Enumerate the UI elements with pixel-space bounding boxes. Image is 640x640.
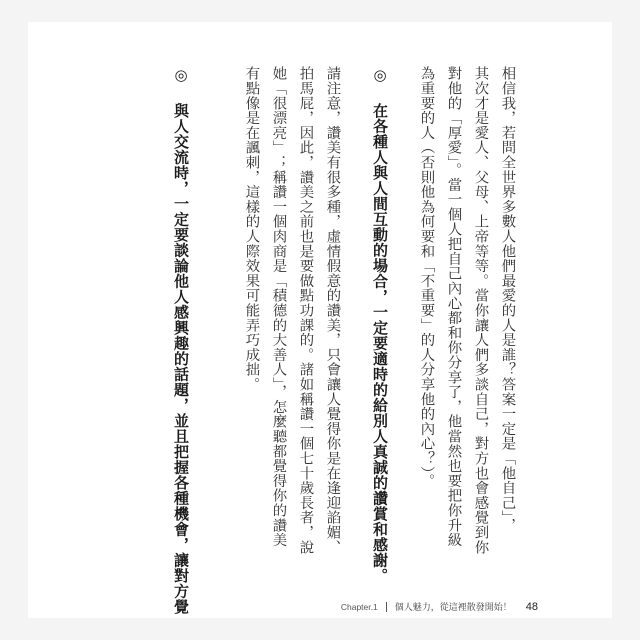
chapter-label: Chapter.1 (340, 601, 378, 612)
body-text-line: 對他的「厚愛」。當一個人把自己內心都和你分享了，他當然也要把你升級 (445, 66, 462, 548)
page-footer (341, 600, 538, 613)
section-body-line: 請注意，讚美有很多種，虛情假意的讚美，只會讓人覺得你是在逢迎諂媚、 (324, 66, 341, 555)
section-heading: ◎ 在各種人與人間互動的場合，一定要適時的給別人真誠的讚賞和感謝。 (371, 66, 389, 584)
body-text-line: 其次才是愛人、父母、上帝等等。當你讓人們多談自己，對方也會感覺到你 (472, 66, 489, 555)
section-body-line: 她「很漂亮」；稱讚一個肉商是「積德的大善人」，怎麼聽都覺得你的讚美 (270, 66, 287, 548)
book-page (28, 22, 612, 618)
section-body-line: 拍馬屁，因此，讚美之前也是要做點功課的。諸如稱讚一個七十歲長者，說 (297, 66, 314, 555)
section-heading: ◎ 與人交流時，一定要談論他人感興趣的話題，並且把握各種機會，讓對方覺 (172, 66, 190, 615)
chapter-title: 個人魅力，從這裡散發開始！ (394, 603, 512, 613)
section-body-line: 有點像是在諷刺，這樣的人際效果可能弄巧成拙。 (243, 66, 260, 392)
footer-divider (386, 602, 387, 612)
body-text-line: 相信我，若問全世界多數人他們最愛的人是誰？答案一定是「他自己」， (499, 66, 516, 533)
page-number: 48 (525, 600, 538, 613)
body-text-line: 為重要的人（否則他為何要和「不重要」的人分享他的內心？）。 (418, 66, 435, 488)
